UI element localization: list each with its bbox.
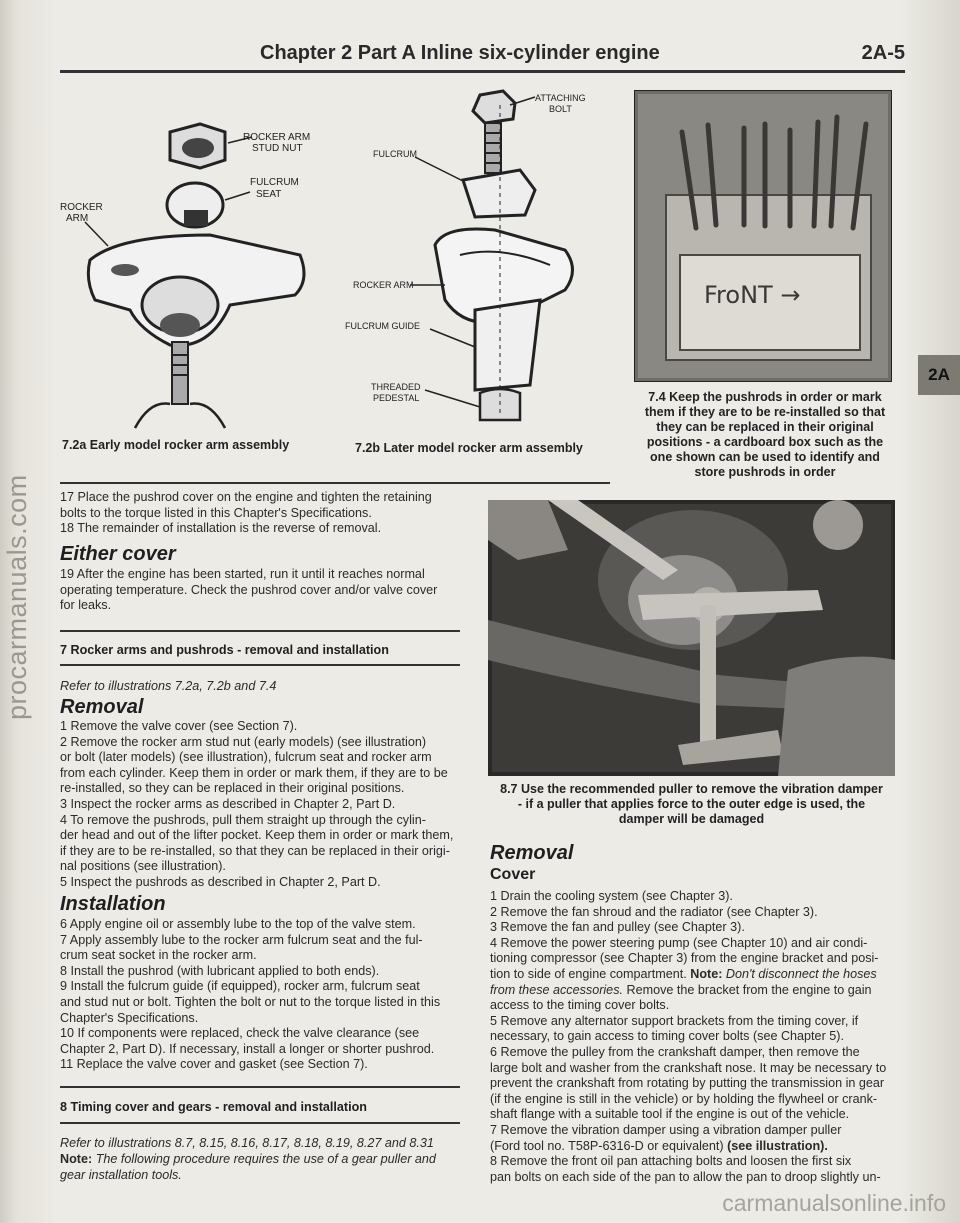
page-number: 2A-5 (861, 42, 905, 64)
label-stud-nut-1: ROCKER ARM (243, 132, 311, 143)
label-attaching-bolt-2: BOLT (549, 104, 572, 114)
heading-cover: Cover (490, 866, 536, 883)
label-threaded-pedestal-1: THREADED (371, 382, 421, 392)
caption-7-4-line: them if they are to be re-installed so that (644, 405, 886, 419)
text-line: 3 Remove the fan and pulley (see Chapter 3). (490, 920, 745, 935)
text-line: 18 The remainder of installation is the reverse of removal. (60, 521, 382, 536)
section8-title: 8 Timing cover and gears - removal and installation (60, 1100, 368, 1114)
text-segment: tion to side of engine compartment. (490, 966, 691, 981)
caption-8-7 (488, 782, 895, 827)
section8-note (60, 1152, 470, 1183)
watermark-side: procarmanuals.com (2, 474, 32, 720)
text-line: 19 After the engine has been started, run it until it reaches normal (60, 567, 425, 581)
text-line: 5 Inspect the pushrods as described in Chapter 2, Part D. (60, 874, 381, 889)
either-cover-paragraph (60, 567, 460, 614)
text-line: 5 Remove any alternator support brackets from the timing cover, if (490, 1013, 859, 1028)
page-header (60, 42, 905, 72)
text-line: Chapter 2, Part D). If necessary, install a longer or shorter pushrod. (60, 1041, 435, 1056)
section7-rule-top (60, 630, 460, 632)
text-line: 10 If components were replaced, check the valve clearance (see (60, 1026, 420, 1041)
photo-8-7-vibration-damper-puller (488, 500, 895, 776)
text-line: pan bolts on each side of the pan to allow the pan to droop slightly un- (490, 1169, 881, 1184)
note-label-right: Note: (690, 966, 723, 981)
text-line: 3 Inspect the rocker arms as described in Chapter 2, Part D. (60, 796, 396, 811)
section8-reference: Refer to illustrations 8.7, 8.15, 8.16, 8.17, 8.18, 8.19, 8.27 and 8.31 (60, 1136, 434, 1150)
label-rocker-arm-2: ARM (66, 213, 89, 224)
text-line: tioning compressor (see Chapter 3) from the engine bracket and posi- (490, 951, 879, 966)
text-line: or bolt (later models) (see illustration), fulcrum seat and rocker arm (60, 750, 432, 765)
box-front-label: FroNT → (704, 281, 801, 309)
text-line: 4 Remove the power steering pump (see Chapter 10) and air condi- (490, 935, 868, 950)
text-line: 17 Place the pushrod cover on the engine and tighten the retaining (60, 490, 432, 504)
watermark-bottom: carmanualsonline.info (722, 1190, 946, 1216)
chapter-tab: 2A (918, 355, 960, 395)
text-line: 9 Install the fulcrum guide (if equipped), rocker arm, fulcrum seat (60, 979, 420, 994)
label-stud-nut-2: STUD NUT (252, 143, 303, 154)
caption-7-4-line: 7.4 Keep the pushrods in order or mark (648, 390, 882, 404)
text-line: large bolt and washer from the crankshaft nose. It may be necessary to (490, 1060, 887, 1075)
text-line: (if the engine is still in the vehicle) or by holding the flywheel or crank- (490, 1091, 878, 1106)
label-rocker-arm-1: ROCKER (60, 202, 103, 213)
note-text: The following procedure requires the use of a gear puller and (95, 1152, 436, 1166)
caption-7-2b: 7.2b Later model rocker arm assembly (355, 441, 583, 455)
text-line: 2 Remove the rocker arm stud nut (early models) (see illustration) (60, 734, 427, 749)
text-line: 8 Remove the front oil pan attaching bolts and loosen the first six (490, 1154, 852, 1169)
label-rocker-arm: ROCKER ARM (353, 280, 414, 290)
text-line: 8 Install the pushrod (with lubricant applied to both ends). (60, 963, 380, 978)
text-line: nal positions (see illustration). (60, 859, 226, 874)
figure-7-2b-rocker-arm-later (335, 85, 610, 430)
text-line: Chapter's Specifications. (60, 1010, 199, 1025)
caption-8-7-line: - if a puller that applies force to the outer edge is used, the (517, 797, 866, 811)
caption-7-4-line: they can be replaced in their original (656, 420, 874, 434)
text-line: if they are to be re-installed, so that they can be replaced in their origi- (60, 843, 450, 858)
figure-7-2a-rocker-arm-early (60, 110, 320, 430)
page-title: Chapter 2 Part A Inline six-cylinder engine (260, 42, 660, 64)
text-line: prevent the crankshaft from rotating by putting the transmission in gear (490, 1076, 885, 1091)
text-line: for leaks. (60, 598, 112, 613)
heading-either-cover: Either cover (60, 543, 176, 565)
text-line: from each cylinder. Keep them in order or mark them, if they are to be (60, 765, 448, 780)
section8-rule-bottom (60, 1122, 460, 1124)
text-line: shaft flange with a suitable tool if the engine is out of the vehicle. (490, 1107, 850, 1122)
text-line: 4 To remove the pushrods, pull them straight up through the cylin- (60, 812, 426, 827)
note-text-2: gear installation tools. (60, 1167, 182, 1182)
note-label: Note: (60, 1152, 93, 1166)
note-text-right-2: from these accessories. (490, 982, 623, 997)
heading-removal-right: Removal (490, 842, 574, 864)
text-line: 2 Remove the fan shroud and the radiator (see Chapter 3). (490, 904, 818, 919)
text-line: and stud nut or bolt. Tighten the bolt or nut to the torque listed in this (60, 994, 441, 1009)
text-line: 7 Remove the vibration damper using a vibration damper puller (490, 1122, 842, 1137)
cover-removal-paragraph (490, 889, 895, 1185)
label-fulcrum-seat-1: FULCRUM (250, 177, 299, 188)
heading-installation: Installation (60, 893, 166, 915)
label-attaching-bolt-1: ATTACHING (535, 93, 586, 103)
heading-removal: Removal (60, 696, 144, 718)
caption-7-4-line: one shown can be used to identify and (650, 450, 880, 464)
text-line: re-installed, so they can be replaced in their original positions. (60, 781, 405, 796)
caption-7-4 (634, 390, 896, 480)
text-segment: (Ford tool no. T58P-6316-D or equivalent) (490, 1138, 728, 1153)
caption-8-7-line: 8.7 Use the recommended puller to remove the vibration damper (500, 782, 883, 796)
label-fulcrum-guide: FULCRUM GUIDE (345, 321, 421, 331)
see-illustration-ref: (see illustration). (727, 1138, 828, 1153)
section8-rule-top (60, 1086, 460, 1088)
figures-rule (60, 482, 610, 484)
label-fulcrum: FULCRUM (373, 149, 417, 159)
section7-title: 7 Rocker arms and pushrods - removal and installation (60, 643, 389, 657)
text-line: 1 Remove the valve cover (see Section 7). (60, 719, 298, 733)
text-line: access to the timing cover bolts. (490, 998, 670, 1013)
text-line: crum seat socket in the rocker arm. (60, 948, 257, 963)
text-line: 11 Replace the valve cover and gasket (see Section 7). (60, 1057, 368, 1072)
text-line: necessary, to gain access to timing cover bolts (see Chapter 5). (490, 1029, 844, 1044)
text-segment: Remove the bracket from the engine to gain (623, 982, 872, 997)
removal-paragraph (60, 719, 462, 891)
text-line: 7 Apply assembly lube to the rocker arm fulcrum seat and the ful- (60, 932, 423, 947)
text-line: der head and out of the lifter pocket. Keep them in order or mark them, (60, 828, 454, 843)
text-line: 6 Apply engine oil or assembly lube to the top of the valve stem. (60, 917, 416, 931)
label-fulcrum-seat-2: SEAT (256, 189, 282, 200)
text-line: bolts to the torque listed in this Chapter's Specifications. (60, 505, 372, 520)
label-threaded-pedestal-2: PEDESTAL (373, 393, 420, 403)
text-line: operating temperature. Check the pushrod cover and/or valve cover (60, 582, 438, 597)
installation-paragraph (60, 917, 462, 1073)
section7-reference: Refer to illustrations 7.2a, 7.2b and 7.4 (60, 679, 277, 693)
caption-7-2a: 7.2a Early model rocker arm assembly (62, 438, 290, 452)
caption-7-4-line: positions - a cardboard box such as the (646, 435, 884, 449)
photo-7-4-pushrods-box (634, 90, 892, 382)
text-line: 1 Drain the cooling system (see Chapter 3). (490, 889, 733, 903)
section7-rule-bottom (60, 664, 460, 666)
text-line: 6 Remove the pulley from the crankshaft damper, then remove the (490, 1044, 860, 1059)
intro-paragraph (60, 490, 460, 537)
note-text-right: Don't disconnect the hoses (722, 966, 877, 981)
header-rule (60, 70, 905, 73)
caption-7-4-line: store pushrods in order (694, 465, 836, 479)
caption-8-7-line: damper will be damaged (618, 812, 765, 826)
